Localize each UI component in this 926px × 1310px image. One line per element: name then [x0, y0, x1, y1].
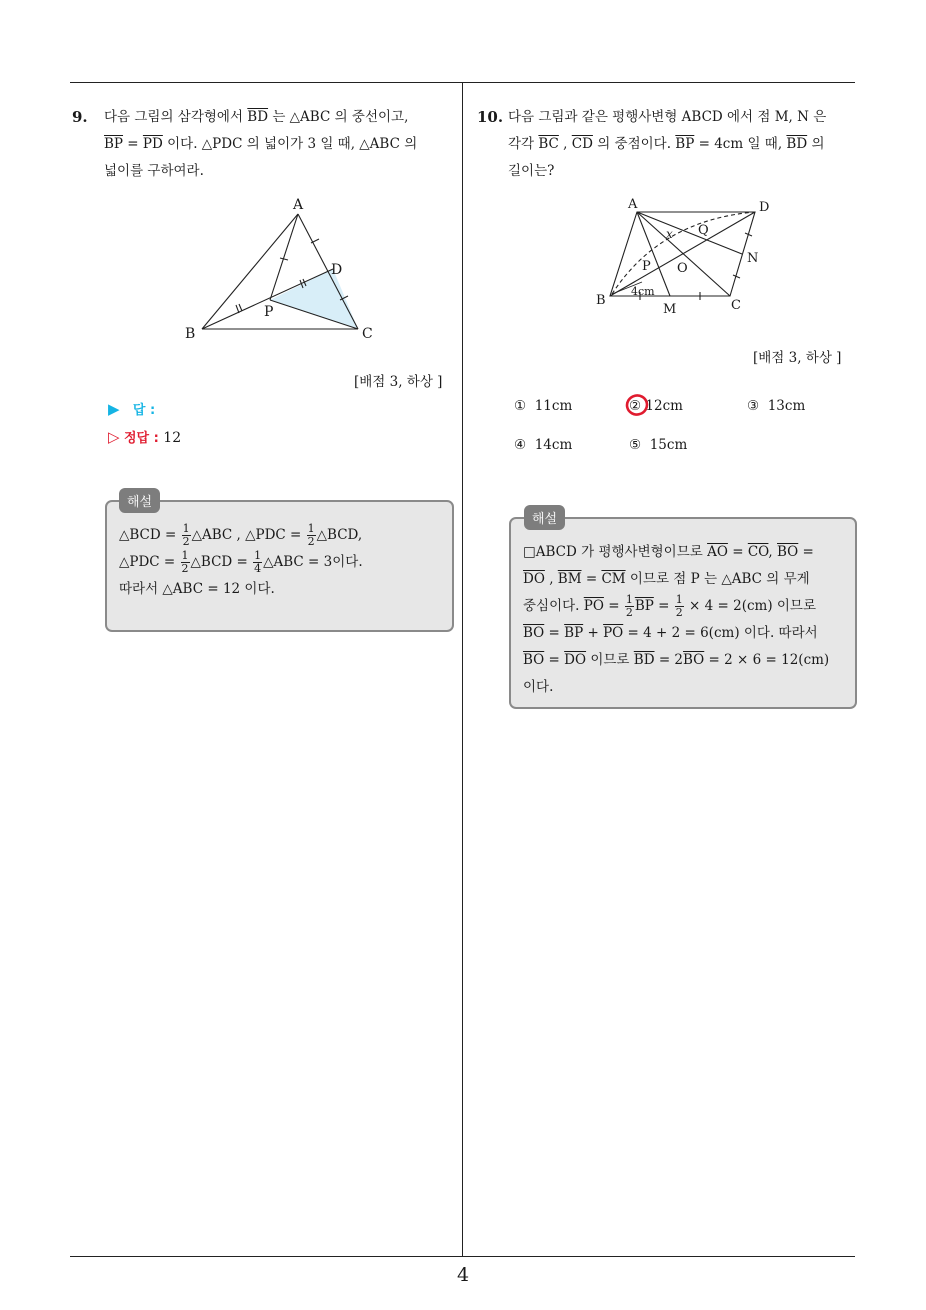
q10-parallelogram-figure — [590, 190, 780, 320]
label-b: B — [596, 293, 606, 308]
segment-am — [637, 212, 670, 296]
fraction: $\frac{1}{2}$ — [625, 593, 633, 619]
q9-number: 9. — [72, 108, 88, 126]
selected-answer-circle-icon — [624, 392, 652, 418]
segment-bp: $\overline{BP}$ — [104, 136, 124, 152]
label-q: Q — [698, 223, 709, 238]
choice-5-mark: ⑤ — [629, 437, 642, 453]
label-m: M — [663, 302, 677, 317]
q9-exp-line-1: △BCD = $\frac{1}{2}$ △ABC , △PDC = $\frac{1}{2}$ △BCD, — [119, 522, 363, 548]
label-b: B — [185, 326, 196, 342]
q10-exp-line-5: $\overline{BO} = \overline{DO}$ 이므로 $\overline{BD} = 2\overline{BO} = 2 \times 6 = 12(cm)$ — [523, 652, 830, 668]
fraction: $\frac{1}{4}$ — [254, 549, 262, 575]
label-a: A — [293, 197, 304, 213]
q10-question-text — [508, 104, 860, 185]
segment-bd: $\overline{BD}$ — [786, 136, 808, 152]
q10-score: [배점 3, 하상 ] — [753, 350, 842, 366]
choice-1-mark: ① — [514, 398, 527, 414]
page-number: 4 — [456, 1264, 470, 1286]
label-p: P — [642, 259, 651, 274]
choice-4[interactable]: ④ 14cm — [514, 437, 573, 453]
choice-5[interactable]: ⑤ 15cm — [629, 437, 688, 453]
segment-an — [637, 212, 742, 254]
label-4cm: 4cm — [631, 285, 655, 298]
choice-2[interactable]: ② 12cm — [629, 398, 683, 414]
label-d: D — [759, 200, 770, 215]
label-x: x — [666, 227, 673, 241]
q10-line-2: 각각 $\overline{BC}$ , $\overline{CD}$ 의 중점이다. $\overline{BP} = 4cm$ 일 때, $\overline{BD}$ 의 — [508, 136, 825, 152]
answer-label: 답 : — [132, 403, 156, 418]
fraction: $\frac{1}{2}$ — [307, 522, 315, 548]
q10-exp-line-3: 중심이다. $\overline{PO}$ = $\frac{1}{2}$ $\overline{BP}$ = $\frac{1}{2}$ × 4 = 2(cm) 이므로 — [523, 593, 817, 619]
q10-line-1: 다음 그림과 같은 평행사변형 ABCD 에서 점 M, N 은 — [508, 109, 827, 125]
correct-label: 정답 : — [124, 431, 159, 446]
fraction: $\frac{1}{2}$ — [181, 549, 189, 575]
label-p: P — [264, 304, 274, 320]
segment-bc: $\overline{BC}$ — [538, 136, 559, 152]
q9-exp-line-3: 따라서 △ABC = 12 이다. — [119, 581, 275, 597]
choice-3[interactable]: ③ 13cm — [747, 398, 806, 414]
play-icon: ▶ — [108, 400, 120, 418]
segment-bp: $\overline{BP}$ — [675, 136, 695, 152]
q9-explanation-box — [105, 500, 454, 632]
q9-explanation-tag: 해설 — [119, 488, 160, 513]
q10-exp-line-2: $\overline{DO}$ , $\overline{BM} = \overline{CM}$ 이므로 점 P 는 △ABC 의 무게 — [523, 571, 810, 587]
q10-explanation-tag: 해설 — [524, 505, 565, 530]
fraction: $\frac{1}{2}$ — [675, 593, 683, 619]
label-c: C — [362, 326, 373, 342]
play-outline-icon: ▷ — [108, 428, 120, 446]
q9-correct-line — [108, 427, 181, 446]
label-c: C — [731, 298, 741, 313]
q9-score: [배점 3, 하상 ] — [354, 374, 443, 390]
correct-value: 12 — [163, 430, 182, 446]
segment-bd: $\overline{BD}$ — [247, 109, 269, 125]
q10-explanation-box — [509, 517, 857, 709]
label-d: D — [331, 262, 343, 278]
label-o: O — [677, 261, 688, 276]
choice-4-mark: ④ — [514, 437, 527, 453]
label-a: A — [628, 197, 638, 212]
q9-question-text — [104, 104, 456, 185]
q9-line-3: 넓이를 구하여라. — [104, 163, 204, 179]
fraction: $\frac{1}{2}$ — [182, 522, 190, 548]
tick-bp-2 — [239, 304, 242, 311]
q9-exp-line-2: △PDC = $\frac{1}{2}$ △BCD = $\frac{1}{4}$ △ABC = 3이다. — [119, 549, 363, 575]
q9-line-2: $\overline{BP} = \overline{PD}$ 이다. △PDC 의 넓이가 3 일 때, △ABC 의 — [104, 136, 418, 152]
q10-line-3: 길이는? — [508, 163, 555, 179]
segment-cd: $\overline{CD}$ — [571, 136, 593, 152]
column-divider — [462, 82, 463, 1257]
label-n: N — [747, 251, 759, 266]
q9-answer-line — [108, 399, 155, 418]
choice-3-mark: ③ — [747, 398, 760, 414]
q9-line-1: 다음 그림의 삼각형에서 $\overline{BD}$ 는 △ABC 의 중선이고, — [104, 109, 409, 125]
tick-bp-1 — [236, 305, 239, 313]
q9-triangle-figure — [180, 192, 380, 352]
q10-exp-line-4: $\overline{BO} = \overline{BP} + \overline{PO} = 4 + 2 = 6(cm)$ 이다. 따라서 — [523, 625, 818, 641]
q10-number: 10. — [477, 108, 504, 126]
q10-exp-line-6: 이다. — [523, 679, 554, 695]
segment-pd: $\overline{PD}$ — [142, 136, 163, 152]
q10-exp-line-1: □ABCD 가 평행사변형이므로 $\overline{AO} = \overline{CO}$, $\overline{BO}$ = — [523, 544, 814, 560]
choice-1[interactable]: ① 11cm — [514, 398, 573, 414]
choice-2-mark: ② — [629, 398, 642, 414]
side-ab — [202, 214, 298, 329]
